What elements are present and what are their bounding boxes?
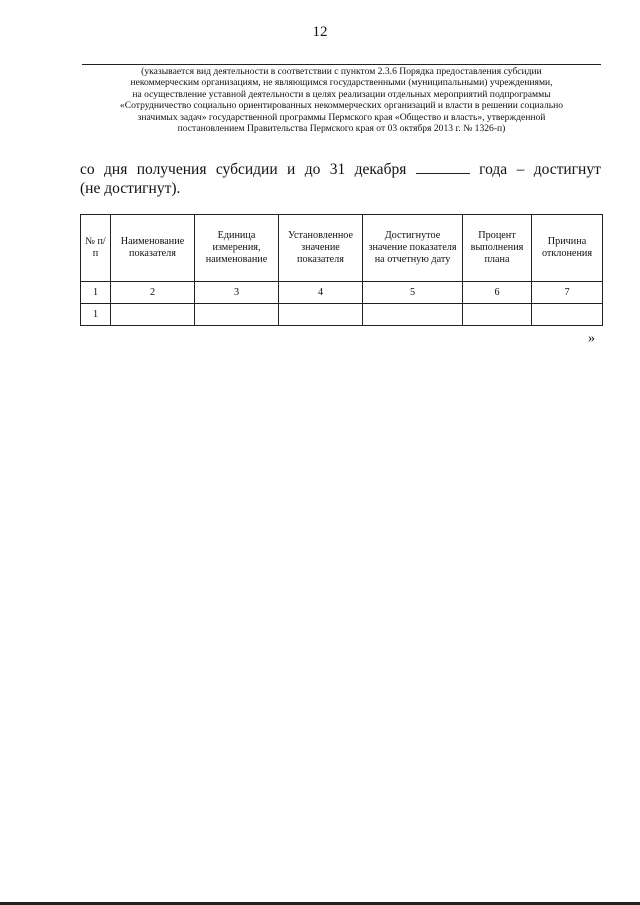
column-number: 5	[363, 282, 463, 304]
explanatory-note	[78, 66, 605, 134]
note-line: значимых задач» государственной программы Пермского края «Общество и власть», утвержденной	[137, 111, 546, 123]
column-number: 4	[279, 282, 363, 304]
column-header: Причина отклонения	[532, 215, 603, 282]
table-cell[interactable]	[111, 304, 195, 326]
column-number: 3	[195, 282, 279, 304]
statement-word: –	[516, 161, 525, 178]
table-row	[81, 304, 603, 326]
table-cell[interactable]	[363, 304, 463, 326]
statement-word: декабря	[354, 161, 407, 178]
statement-word: дня	[104, 161, 128, 178]
table-cell[interactable]	[463, 304, 532, 326]
column-header: Процент выполнения плана	[463, 215, 532, 282]
column-number: 2	[111, 282, 195, 304]
note-line: (указывается вид деятельности в соответствии с пунктом 2.3.6 Порядка предоставления субсидии	[141, 66, 542, 77]
column-header: Установленное значение показателя	[279, 215, 363, 282]
table-cell: 1	[81, 304, 111, 326]
column-number: 1	[81, 282, 111, 304]
column-header: Достигнутое значение показателя на отчетную дату	[363, 215, 463, 282]
table-cell[interactable]	[195, 304, 279, 326]
table-header-row	[81, 215, 603, 282]
statement-word: 31	[329, 161, 346, 178]
statement-word: года	[479, 161, 508, 178]
note-line: постановлением Правительства Пермского края от 03 октября 2013 г. № 1326-п)	[177, 123, 506, 135]
result-statement-line	[80, 159, 601, 180]
top-divider	[82, 64, 601, 65]
statement-word: и	[287, 161, 296, 178]
statement-word: достигнут	[533, 161, 601, 178]
table-cell[interactable]	[279, 304, 363, 326]
indicators-table	[80, 214, 603, 326]
statement-word: со	[80, 161, 95, 178]
table-cell[interactable]	[532, 304, 603, 326]
note-line: некоммерческим организациям, не являющимся государственными (муниципальными) учреждениями,	[130, 77, 553, 89]
note-line: на осуществление уставной деятельности в целях реализации отдельных мероприятий подпрограммы	[132, 88, 551, 100]
column-header: № п/п	[81, 215, 111, 282]
statement-word: получения	[136, 161, 207, 178]
column-number: 7	[532, 282, 603, 304]
column-header: Наименование показателя	[111, 215, 195, 282]
statement-word: субсидии	[215, 161, 278, 178]
note-line: «Сотрудничество социально ориентированных некоммерческих организаций и власти в решении социально	[119, 100, 564, 112]
year-blank-field[interactable]	[416, 159, 470, 174]
closing-quote: »	[588, 331, 595, 346]
statement-word: до	[304, 161, 321, 178]
result-statement-line2: (не достигнут).	[80, 180, 181, 197]
column-header: Единица измерения, наименование	[195, 215, 279, 282]
page-number: 12	[312, 24, 328, 40]
column-number-row	[81, 282, 603, 304]
column-number: 6	[463, 282, 532, 304]
